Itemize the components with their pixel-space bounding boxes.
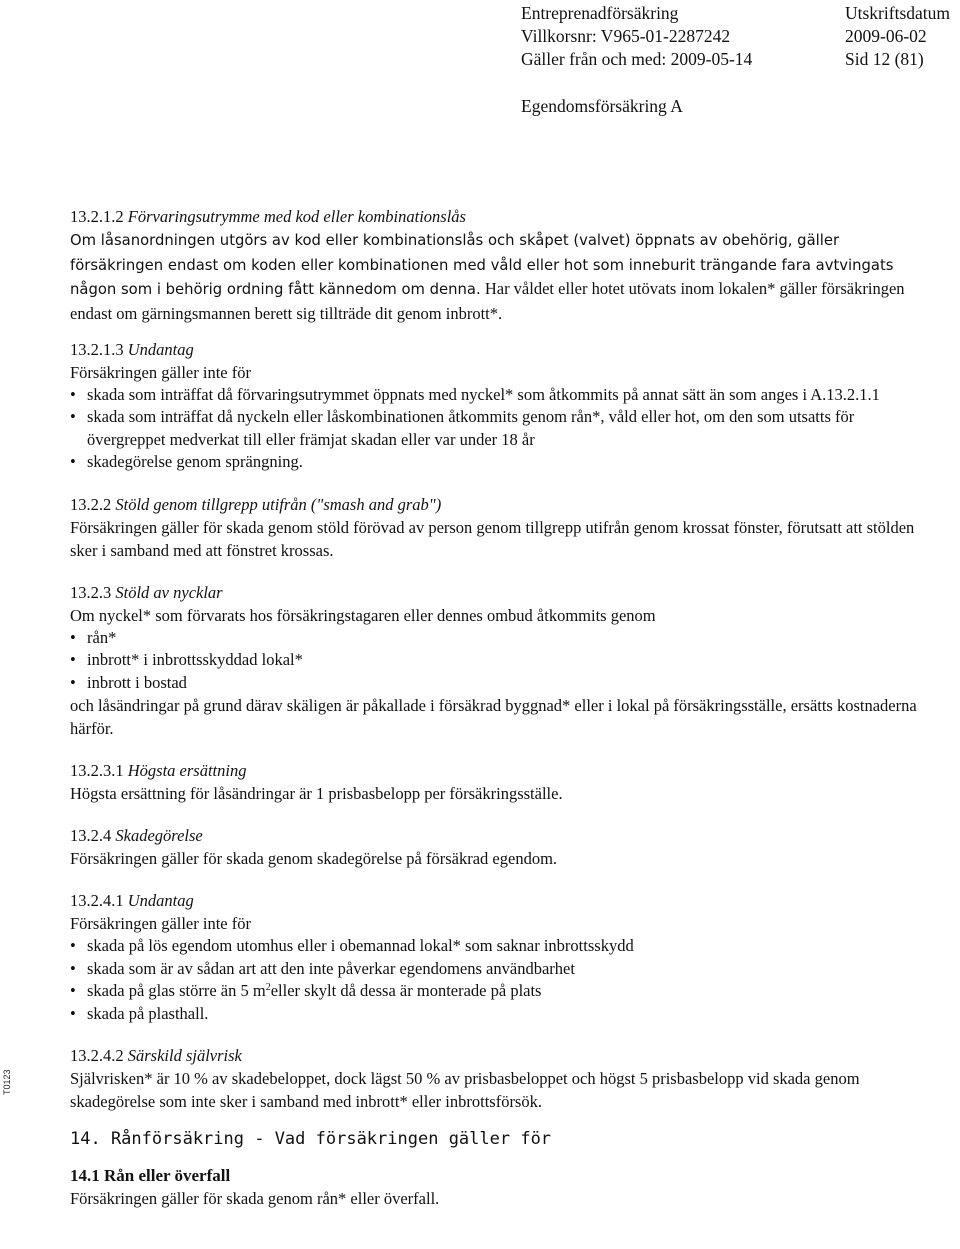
list-item-text: rån* xyxy=(87,627,117,647)
bullet-icon: • xyxy=(70,672,76,692)
header-page-number: Sid 12 (81) xyxy=(845,49,924,69)
list-item xyxy=(70,935,930,958)
header-policy-name: Entreprenadförsäkring xyxy=(521,3,679,23)
header-subtitle: Egendomsförsäkring A xyxy=(521,96,683,116)
list-item xyxy=(70,406,930,451)
section-title: Undantag xyxy=(127,891,194,910)
bullet-icon: • xyxy=(70,452,76,471)
paragraph-serif-text: Har våldet eller hotet utövats inom lokalen* gäller försäkringen endast om gärningsmannen berett sig tillträde dit genom inbrott*. xyxy=(70,279,905,323)
list-item xyxy=(70,451,930,474)
list-item xyxy=(70,980,930,1003)
header-policy-number: Villkorsnr: V965-01-2287242 xyxy=(521,26,731,46)
bullet-icon: • xyxy=(70,384,76,404)
chapter-heading: 14. Rånförsäkring - Vad försäkringen gäller för xyxy=(70,1129,552,1149)
section-number: 13.2.1.3 xyxy=(70,339,124,359)
section-13-2-4 xyxy=(70,825,930,870)
bullet-list xyxy=(70,935,930,1025)
list-item-text: inbrott i bostad xyxy=(87,672,187,692)
section-title: Undantag xyxy=(127,339,194,359)
section-title: Förvaringsutrymme med kod eller kombinationslås xyxy=(127,207,466,226)
section-heading xyxy=(70,339,930,361)
section-13-2-1-2 xyxy=(70,206,930,325)
bullet-icon: • xyxy=(70,1003,76,1023)
section-title: Högsta ersättning xyxy=(127,761,247,780)
paragraph-sans-text: Om låsanordningen utgörs av kod eller kombinationslås och skåpet (valvet) öppnats av obehörig, gäller försäkringen endast om koden eller kombinationen med våld eller hot som inneburit trängande fara avtvingats någon som i behörig ordning fått kännedom om denna. xyxy=(70,232,894,298)
section-number: 13.2.4.2 xyxy=(70,1046,124,1065)
section-number: 13.2.4.1 xyxy=(70,891,124,910)
list-item-text: skada som är av sådan art att den inte påverkar egendomens användbarhet xyxy=(87,958,575,978)
bullet-icon: • xyxy=(70,627,76,647)
bullet-list xyxy=(70,384,930,474)
bullet-icon: • xyxy=(70,407,76,426)
section-title: Skadegörelse xyxy=(115,826,203,845)
section-heading xyxy=(70,825,930,847)
section-paragraph xyxy=(70,228,930,325)
list-item-text: inbrott* i inbrottsskyddad lokal* xyxy=(87,650,303,669)
section-number: 13.2.1.2 xyxy=(70,207,124,226)
bullet-icon: • xyxy=(70,650,76,669)
section-13-2-3 xyxy=(70,582,930,741)
section-intro: Försäkringen gäller inte för xyxy=(70,914,251,933)
section-paragraph: Försäkringen gäller för skada genom stöld förövad av person genom tillgrepp utifrån genom krossat fönster, förutsatt att stölden sker i samband med att fönstret krossas. xyxy=(70,517,915,560)
list-item xyxy=(70,384,930,407)
section-number: 13.2.4 xyxy=(70,826,112,845)
header-print-date: 2009-06-02 xyxy=(845,26,927,46)
section-paragraph: Självrisken* är 10 % av skadebeloppet, dock lägst 50 % av prisbasbeloppet och högst 5 prisbasbelopp vid skada genom skadegörelse som inte sker i samband med inbrott* eller inbrottsförsök. xyxy=(70,1069,860,1111)
list-item xyxy=(70,958,930,981)
section-13-2-3-1 xyxy=(70,760,930,805)
bullet-icon: • xyxy=(70,958,76,978)
header-right xyxy=(845,2,950,71)
section-13-2-1-3 xyxy=(70,339,930,474)
section-heading xyxy=(70,582,930,604)
list-item-text: skada som inträffat då nyckeln eller låskombinationen åtkommits genom rån*, våld eller hot, om den som utsatts för övergreppet medverkat till eller främjat skadan eller var under 18 år xyxy=(87,407,855,449)
list-item-text: skada på glas större än 5 m xyxy=(87,981,266,1000)
section-13-2-4-2 xyxy=(70,1045,930,1113)
section-14-1 xyxy=(70,1165,930,1210)
side-code: T0123 xyxy=(2,1069,12,1095)
section-intro: Om nyckel* som förvarats hos försäkringstagaren eller dennes ombud åtkommits genom xyxy=(70,605,656,625)
list-item-text: skadegörelse genom sprängning. xyxy=(87,452,303,471)
bullet-list xyxy=(70,627,930,695)
document-body xyxy=(70,206,930,1210)
list-item-text: skada på lös egendom utomhus eller i obemannad lokal* som saknar inbrottsskydd xyxy=(87,936,634,955)
bullet-icon: • xyxy=(70,936,76,955)
bullet-icon: • xyxy=(70,981,76,1000)
list-item-text-cont: eller skylt då dessa är monterade på plats xyxy=(270,981,542,1000)
section-outro: och låsändringar på grund därav skäligen är påkallade i försäkrad byggnad* eller i lokal på försäkringsställe, ersätts kostnaderna härför. xyxy=(70,696,917,738)
header-left xyxy=(521,2,752,71)
section-13-2-2 xyxy=(70,494,930,562)
list-item-text: skada som inträffat då förvaringsutrymmet öppnats med nyckel* som åtkommits på annat sätt än som anges i A.13.2.1.1 xyxy=(87,384,880,404)
section-heading: 14.1 Rån eller överfall xyxy=(70,1166,231,1185)
list-item xyxy=(70,627,930,650)
section-paragraph: Försäkringen gäller för skada genom skadegörelse på försäkrad egendom. xyxy=(70,849,558,868)
list-item-text: skada på plasthall. xyxy=(87,1003,209,1023)
list-item xyxy=(70,649,930,672)
section-number: 13.2.3 xyxy=(70,582,112,602)
superscript: 2 xyxy=(265,982,271,993)
section-title: Särskild självrisk xyxy=(127,1046,242,1065)
section-title: Stöld av nycklar xyxy=(115,582,223,602)
section-heading xyxy=(70,760,930,782)
section-paragraph: Försäkringen gäller för skada genom rån* eller överfall. xyxy=(70,1189,440,1208)
section-title: Stöld genom tillgrepp utifrån ("smash and grab") xyxy=(115,494,442,514)
list-item xyxy=(70,672,930,695)
section-number: 13.2.2 xyxy=(70,494,112,514)
section-heading xyxy=(70,890,930,912)
section-heading xyxy=(70,1045,930,1067)
section-paragraph: Högsta ersättning för låsändringar är 1 prisbasbelopp per försäkringsställe. xyxy=(70,784,563,803)
list-item xyxy=(70,1003,930,1026)
section-number: 13.2.3.1 xyxy=(70,761,124,780)
section-heading xyxy=(70,494,930,516)
section-13-2-4-1 xyxy=(70,890,930,1025)
header-valid-from: Gäller från och med: 2009-05-14 xyxy=(521,49,753,69)
section-heading xyxy=(70,206,930,228)
header-print-date-label: Utskriftsdatum xyxy=(845,3,950,23)
section-intro: Försäkringen gäller inte för xyxy=(70,362,251,382)
